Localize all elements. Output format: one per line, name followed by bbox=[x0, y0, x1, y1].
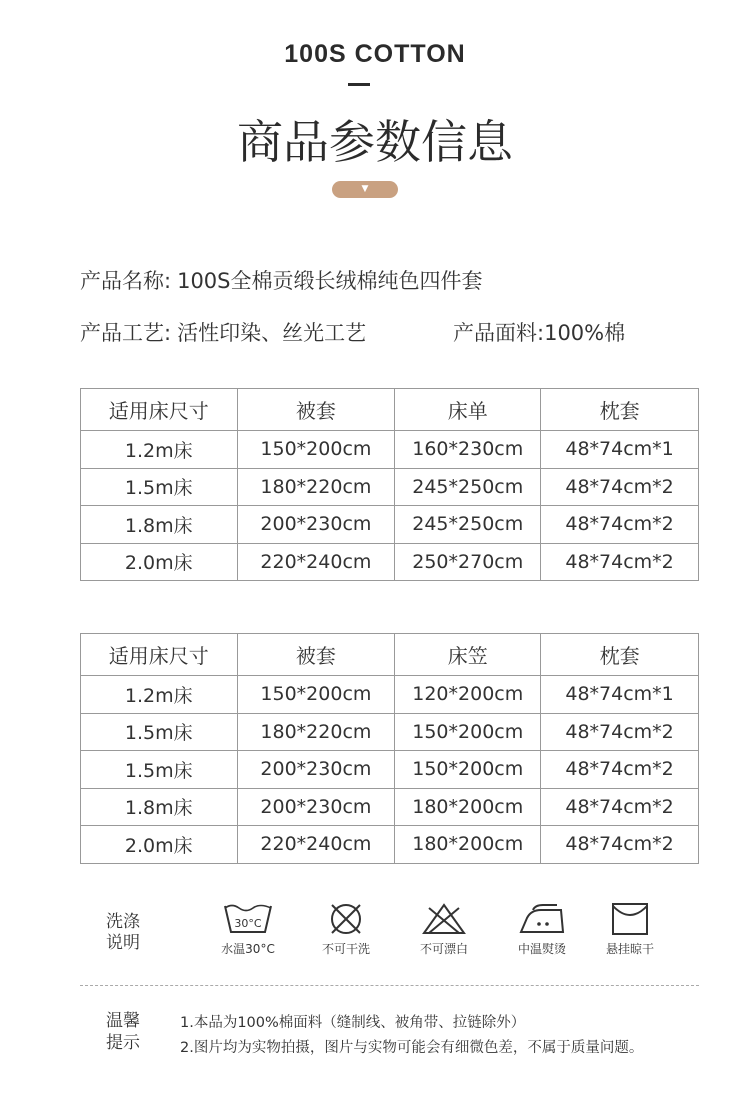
table-cell: 120*200cm bbox=[395, 676, 541, 714]
care-item-hang-dry bbox=[590, 902, 670, 957]
table-row bbox=[81, 506, 699, 544]
table-cell: 2.0m床 bbox=[81, 543, 238, 581]
table-cell: 220*240cm bbox=[237, 543, 395, 581]
size-table-flat-sheet bbox=[80, 388, 699, 581]
care-item-label: 不可漂白 bbox=[419, 942, 468, 956]
table-cell: 150*200cm bbox=[395, 751, 541, 789]
header-duvet-cover: 被套 bbox=[237, 389, 395, 431]
header-fitted-sheet: 床笠 bbox=[395, 634, 541, 676]
table-row bbox=[81, 826, 699, 864]
tip-line-1: 1.本品为100%棉面料（缝制线、被角带、拉链除外） bbox=[180, 1015, 526, 1031]
care-item-label: 中温熨烫 bbox=[517, 942, 566, 956]
table-cell: 1.5m床 bbox=[81, 751, 238, 789]
table-cell: 48*74cm*2 bbox=[541, 468, 699, 506]
hang-dry-icon bbox=[610, 902, 650, 936]
table-header-row bbox=[81, 389, 699, 431]
header-pillowcase: 枕套 bbox=[541, 634, 699, 676]
table-cell: 48*74cm*2 bbox=[541, 751, 699, 789]
table-cell: 48*74cm*1 bbox=[541, 676, 699, 714]
table-row bbox=[81, 788, 699, 826]
header-flat-sheet: 床单 bbox=[395, 389, 541, 431]
table-row bbox=[81, 713, 699, 751]
table-cell: 150*200cm bbox=[237, 676, 395, 714]
table-cell: 1.2m床 bbox=[81, 431, 238, 469]
table-cell: 150*200cm bbox=[395, 713, 541, 751]
table-row bbox=[81, 431, 699, 469]
table-row bbox=[81, 676, 699, 714]
table-cell: 1.5m床 bbox=[81, 713, 238, 751]
table-cell: 48*74cm*2 bbox=[541, 788, 699, 826]
tips-label-line1: 温馨 bbox=[106, 1011, 140, 1031]
table-cell: 48*74cm*2 bbox=[541, 543, 699, 581]
tips-section-label bbox=[106, 1010, 146, 1054]
table-cell: 48*74cm*2 bbox=[541, 713, 699, 751]
care-item-no-bleach bbox=[404, 902, 484, 957]
wash-temp-text: 30°C bbox=[234, 917, 262, 930]
product-name-label: 产品名称: bbox=[80, 269, 172, 293]
size-table-fitted-sheet bbox=[80, 633, 699, 864]
no-bleach-icon bbox=[421, 902, 467, 936]
table-cell: 180*200cm bbox=[395, 788, 541, 826]
tips-label-line2: 提示 bbox=[106, 1033, 140, 1053]
product-craft-value: 活性印染、丝光工艺 bbox=[177, 321, 367, 345]
table-cell: 1.8m床 bbox=[81, 788, 238, 826]
product-craft-line bbox=[80, 317, 366, 347]
header-bed-size: 适用床尺寸 bbox=[81, 389, 238, 431]
down-arrow-pill bbox=[332, 181, 398, 198]
wash-30-icon bbox=[222, 902, 274, 936]
table-cell: 48*74cm*2 bbox=[541, 826, 699, 864]
care-item-wash bbox=[208, 902, 288, 957]
table-cell: 48*74cm*1 bbox=[541, 431, 699, 469]
table-row bbox=[81, 468, 699, 506]
table-cell: 200*230cm bbox=[237, 751, 395, 789]
table-cell: 245*250cm bbox=[395, 468, 541, 506]
care-section-label bbox=[106, 912, 146, 954]
table-cell: 1.5m床 bbox=[81, 468, 238, 506]
table-cell: 220*240cm bbox=[237, 826, 395, 864]
product-name-value: 100S全棉贡缎长绒棉纯色四件套 bbox=[177, 269, 483, 293]
table-cell: 48*74cm*2 bbox=[541, 506, 699, 544]
product-fabric-label: 产品面料: bbox=[453, 321, 545, 345]
chevron-down-icon: ▼ bbox=[361, 184, 369, 194]
table-cell: 180*200cm bbox=[395, 826, 541, 864]
care-item-no-dry-clean bbox=[306, 902, 386, 957]
care-item-label: 不可干洗 bbox=[321, 942, 370, 956]
header-pillowcase: 枕套 bbox=[541, 389, 699, 431]
care-item-label: 悬挂晾干 bbox=[605, 942, 654, 956]
iron-medium-icon bbox=[517, 902, 567, 936]
page-title: 商品参数信息 bbox=[237, 115, 513, 169]
care-item-iron bbox=[502, 902, 582, 957]
table-cell: 245*250cm bbox=[395, 506, 541, 544]
table-cell: 1.2m床 bbox=[81, 676, 238, 714]
dashed-divider bbox=[80, 985, 699, 986]
header-bed-size: 适用床尺寸 bbox=[81, 634, 238, 676]
table-row bbox=[81, 543, 699, 581]
care-label-line1: 洗涤 bbox=[106, 912, 140, 932]
heading-dash-divider bbox=[348, 83, 370, 86]
table-cell: 150*200cm bbox=[237, 431, 395, 469]
table-cell: 180*220cm bbox=[237, 713, 395, 751]
table-cell: 1.8m床 bbox=[81, 506, 238, 544]
table-cell: 180*220cm bbox=[237, 468, 395, 506]
tip-line-2: 2.图片均为实物拍摄，图片与实物可能会有细微色差，不属于质量问题。 bbox=[180, 1040, 644, 1056]
table-cell: 200*230cm bbox=[237, 788, 395, 826]
product-fabric-line bbox=[453, 317, 625, 347]
product-craft-label: 产品工艺: bbox=[80, 321, 172, 345]
product-name-line bbox=[80, 265, 483, 295]
table-header-row bbox=[81, 634, 699, 676]
table-cell: 200*230cm bbox=[237, 506, 395, 544]
table-cell: 250*270cm bbox=[395, 543, 541, 581]
table-cell: 2.0m床 bbox=[81, 826, 238, 864]
care-label-line2: 说明 bbox=[106, 933, 140, 953]
table-row bbox=[81, 751, 699, 789]
header-duvet-cover: 被套 bbox=[237, 634, 395, 676]
no-dry-clean-icon bbox=[326, 902, 366, 936]
eyebrow-heading: 100S COTTON bbox=[284, 40, 466, 68]
table-cell: 160*230cm bbox=[395, 431, 541, 469]
product-fabric-value: 100%棉 bbox=[544, 321, 626, 345]
care-item-label: 水温30°C bbox=[221, 942, 275, 956]
